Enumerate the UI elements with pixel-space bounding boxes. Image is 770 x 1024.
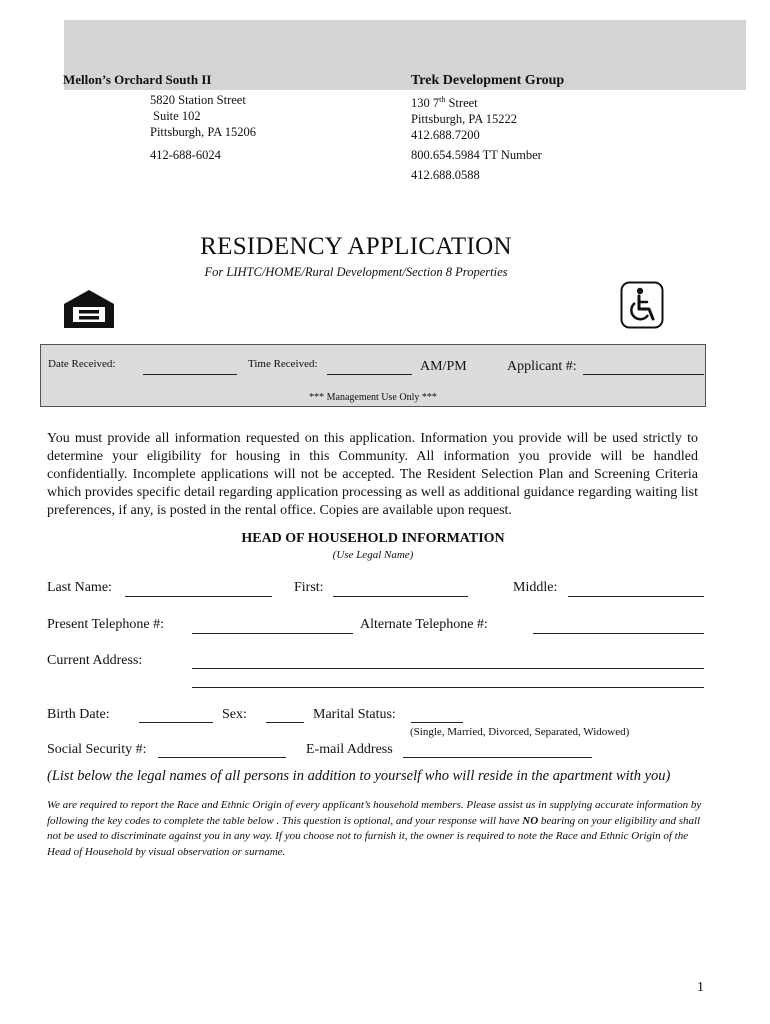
company-fax: 412.688.0588 <box>411 168 480 182</box>
section-heading: HEAD OF HOUSEHOLD INFORMATION <box>241 531 505 546</box>
marital-status-field[interactable] <box>411 722 463 723</box>
page-title: RESIDENCY APPLICATION <box>200 233 512 260</box>
time-received-label: Time Received: <box>248 358 318 370</box>
property-address <box>150 92 256 140</box>
email-label: E-mail Address <box>306 742 393 757</box>
company-address <box>411 92 517 143</box>
birth-date-field[interactable] <box>139 722 213 723</box>
alternate-telephone-field[interactable] <box>533 633 704 634</box>
sex-label: Sex: <box>222 707 247 722</box>
current-address-line-1[interactable] <box>192 668 704 669</box>
sex-field[interactable] <box>266 722 304 723</box>
birth-date-label: Birth Date: <box>47 707 110 722</box>
alternate-telephone-label: Alternate Telephone #: <box>360 617 488 632</box>
wheelchair-accessible-icon <box>620 281 664 334</box>
current-address-line-2[interactable] <box>192 687 704 688</box>
date-received-field[interactable] <box>143 374 237 375</box>
marital-status-label: Marital Status: <box>313 707 396 722</box>
page-number: 1 <box>697 980 704 995</box>
page-subtitle: For LIHTC/HOME/Rural Development/Section 8 Properties <box>204 265 508 279</box>
property-suite: Suite 102 <box>153 109 201 123</box>
middle-name-field[interactable] <box>568 596 704 597</box>
first-name-field[interactable] <box>333 596 468 597</box>
ssn-label: Social Security #: <box>47 742 147 757</box>
first-name-label: First: <box>294 580 324 595</box>
present-telephone-label: Present Telephone #: <box>47 617 164 632</box>
company-city: Pittsburgh, PA 15222 <box>411 112 517 127</box>
applicant-number-field[interactable] <box>583 374 704 375</box>
company-phone: 412.688.7200 <box>411 128 480 143</box>
section-subheading: (Use Legal Name) <box>332 549 414 561</box>
last-name-label: Last Name: <box>47 580 112 595</box>
property-phone: 412-688-6024 <box>150 148 221 162</box>
race-ethnic-note: We are required to report the Race and Ethnic Origin of every applicant’s household members. Please assist us in supplying accurate information by following the key codes to complete the table below . This question is optional, and your response will have NO bearing on your eligibility and shall not be used to discriminate against you in any way. If you choose not to furnish it, the owner is required to note the Race and Ethnic Origin of the Head of Household by visual observation or surname. <box>47 799 702 858</box>
household-list-instruction: (List below the legal names of all persons in addition to yourself who will reside in the apartment with you) <box>47 768 671 784</box>
email-field[interactable] <box>403 757 592 758</box>
time-received-field[interactable] <box>327 374 412 375</box>
company-name: Trek Development Group <box>411 73 565 88</box>
equal-housing-opportunity-icon <box>62 288 116 335</box>
applicant-number-label: Applicant #: <box>507 359 577 374</box>
ampm-label: AM/PM <box>420 359 467 374</box>
company-street: 130 7th Street <box>411 95 478 111</box>
management-use-note: *** Management Use Only *** <box>309 392 437 403</box>
present-telephone-field[interactable] <box>192 633 353 634</box>
date-received-label: Date Received: <box>48 358 116 370</box>
company-tt-number: 800.654.5984 TT Number <box>411 148 542 162</box>
current-address-label: Current Address: <box>47 653 143 668</box>
property-city: Pittsburgh, PA 15206 <box>150 125 256 139</box>
ssn-field[interactable] <box>158 757 286 758</box>
company-contacts <box>411 147 542 183</box>
property-street: 5820 Station Street <box>150 93 246 107</box>
property-name: Mellon’s Orchard South II <box>63 72 212 87</box>
middle-name-label: Middle: <box>513 580 558 595</box>
marital-status-hint: (Single, Married, Divorced, Separated, Widowed) <box>410 726 630 738</box>
intro-paragraph: You must provide all information requested on this application. Information you provide will be used strictly to determine your eligibility for housing in this Community. All information you provide will be handled confidentially. Incomplete applications will not be accepted. The Resident Selection Plan and Screening Criteria which provides specific detail regarding application processing as well as additional guidance regarding waiting list preferences, if any, is posted in the rental office. Copies are available upon request. <box>47 431 698 518</box>
last-name-field[interactable] <box>125 596 272 597</box>
